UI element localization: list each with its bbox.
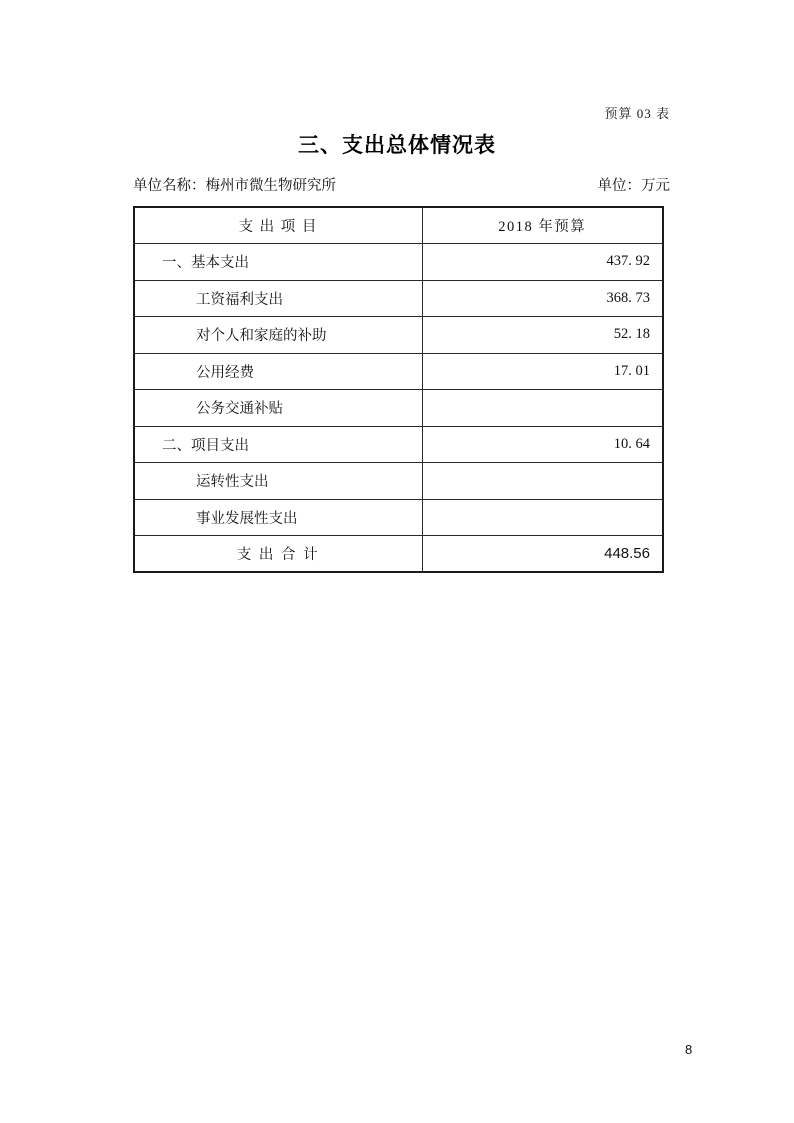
expense-table-body: [134, 244, 663, 573]
item-cell: 公用经费: [134, 353, 422, 390]
table-header-row: [134, 207, 663, 244]
value-cell: [422, 463, 663, 500]
value-cell: 10. 64: [422, 426, 663, 463]
value-cell: 448.56: [422, 536, 663, 573]
table-row: [134, 280, 663, 317]
value-cell: 17. 01: [422, 353, 663, 390]
page-title: 三、支出总体情况表: [298, 134, 496, 157]
item-cell: 对个人和家庭的补助: [134, 317, 422, 354]
table-row: [134, 426, 663, 463]
value-cell: 437. 92: [422, 244, 663, 281]
form-number-label: 预算 03 表: [604, 106, 670, 121]
column-header-budget: 2018 年预算: [422, 207, 663, 244]
table-row: [134, 536, 663, 573]
unit-info-row: [133, 174, 670, 195]
value-cell: [422, 390, 663, 427]
item-cell: 事业发展性支出: [134, 499, 422, 536]
unit-name-label: 单位名称：梅州市微生物研究所: [133, 178, 336, 194]
item-cell: 二、项目支出: [134, 426, 422, 463]
item-cell: 公务交通补贴: [134, 390, 422, 427]
value-cell: [422, 499, 663, 536]
expenditure-table: [133, 206, 664, 573]
unit-of-measure-label: 单位：万元: [597, 178, 670, 194]
table-row: [134, 499, 663, 536]
item-cell: 工资福利支出: [134, 280, 422, 317]
value-cell: 52. 18: [422, 317, 663, 354]
page-number: 8: [685, 1042, 693, 1057]
value-cell: 368. 73: [422, 280, 663, 317]
table-row: [134, 317, 663, 354]
table-row: [134, 353, 663, 390]
column-header-items: 支 出 项 目: [134, 207, 422, 244]
item-cell: 支 出 合 计: [134, 536, 422, 573]
table-row: [134, 390, 663, 427]
item-cell: 运转性支出: [134, 463, 422, 500]
table-row: [134, 244, 663, 281]
table-row: [134, 463, 663, 500]
item-cell: 一、基本支出: [134, 244, 422, 281]
